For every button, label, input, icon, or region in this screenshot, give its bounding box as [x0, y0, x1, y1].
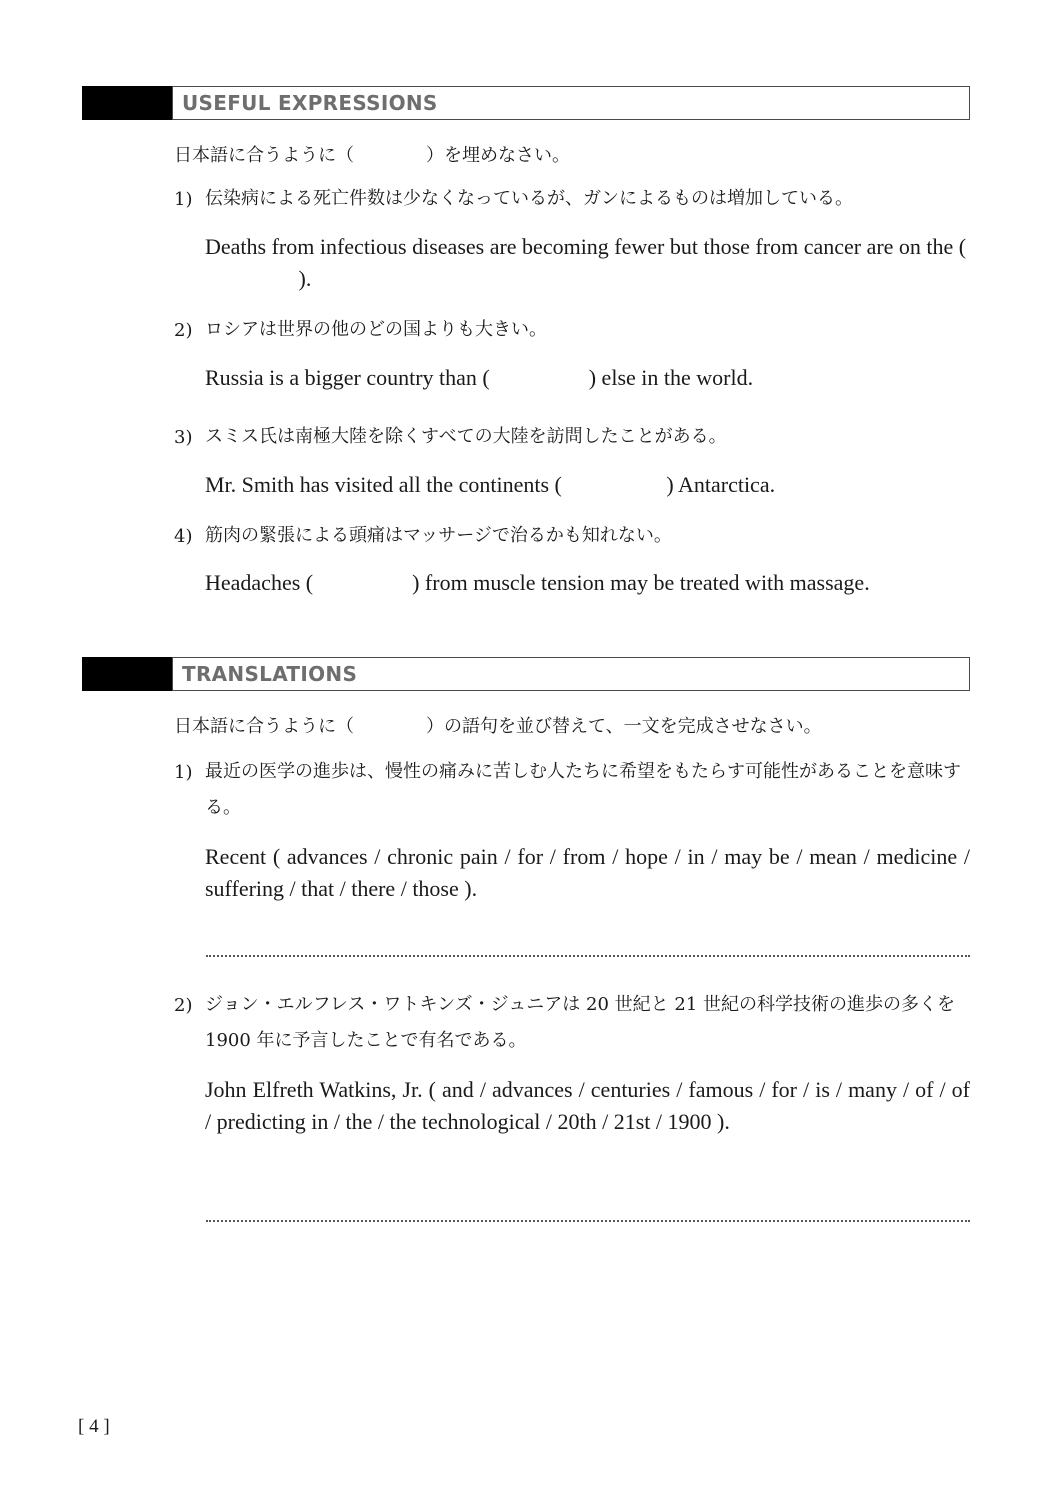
header-black-block — [82, 86, 172, 120]
sentence-text: Mr. Smith has visited all the continents ( — [205, 472, 562, 497]
fill-blank[interactable] — [562, 472, 667, 497]
instruction-text: 日本語に合うように（ ）を埋めなさい。 — [174, 145, 570, 166]
answer-line[interactable] — [206, 1220, 970, 1222]
english-sentence — [205, 231, 970, 295]
english-word-list: Recent ( advances / chronic pain / for / from / hope / in / may be / mean / medicine / suffering / that / there / those ). — [205, 844, 970, 901]
section-title: TRANSLATIONS — [182, 662, 358, 686]
english-sentence — [205, 469, 970, 501]
instruction-text: 日本語に合うように（ ）の語句を並び替えて、一文を完成させなさい。 — [174, 716, 822, 737]
header-title-box — [172, 86, 970, 120]
item-number: 4) — [174, 526, 193, 547]
fill-blank[interactable] — [490, 365, 589, 390]
sentence-text: ) else in the world. — [588, 365, 754, 390]
sentence-text: ) from muscle tension may be treated with massage. — [412, 570, 870, 595]
item-number: 2) — [174, 320, 193, 341]
japanese-sentence: ジョン・エルフレス・ワトキンズ・ジュニアは 20 世紀と 21 世紀の科学技術の進歩の多くを 1900 年に予言したことで有名である。 — [205, 994, 955, 1051]
fill-blank[interactable] — [313, 570, 412, 595]
sentence-text: Headaches ( — [205, 570, 314, 595]
japanese-sentence: 伝染病による死亡件数は少なくなっているが、ガンによるものは増加している。 — [205, 188, 853, 209]
english-word-list: John Elfreth Watkins, Jr. ( and / advances / centuries / famous / for / is / many / of / of / predicting in / the / the technological / 20th / 21st / 1900 ). — [205, 1077, 970, 1134]
header-title-box — [172, 657, 970, 691]
sentence-text: ). — [298, 266, 312, 291]
sentence-text: Russia is a bigger country than ( — [205, 365, 490, 390]
sentence-text: ) Antarctica. — [666, 472, 776, 497]
item-number: 1) — [174, 762, 193, 783]
english-sentence — [205, 362, 970, 394]
section-title: USEFUL EXPRESSIONS — [182, 91, 438, 115]
item-number: 1) — [174, 189, 193, 210]
page-number: [ 4 ] — [78, 1416, 110, 1437]
header-black-block — [82, 657, 172, 691]
answer-line[interactable] — [206, 955, 970, 957]
fill-blank[interactable] — [205, 266, 299, 291]
japanese-sentence: 筋肉の緊張による頭痛はマッサージで治るかも知れない。 — [205, 525, 672, 546]
japanese-sentence: スミス氏は南極大陸を除くすべての大陸を訪問したことがある。 — [205, 426, 727, 447]
sentence-text: Deaths from infectious diseases are becoming fewer but those from cancer are on the ( — [205, 234, 967, 259]
item-number: 2) — [174, 995, 193, 1016]
english-sentence — [205, 567, 970, 599]
japanese-sentence: 最近の医学の進歩は、慢性の痛みに苦しむ人たちに希望をもたらす可能性があることを意味する。 — [205, 761, 961, 818]
japanese-sentence: ロシアは世界の他のどの国よりも大きい。 — [205, 319, 547, 340]
section-header-translations — [82, 657, 970, 691]
item-number: 3) — [174, 427, 193, 448]
section-header-useful-expressions — [82, 86, 970, 120]
